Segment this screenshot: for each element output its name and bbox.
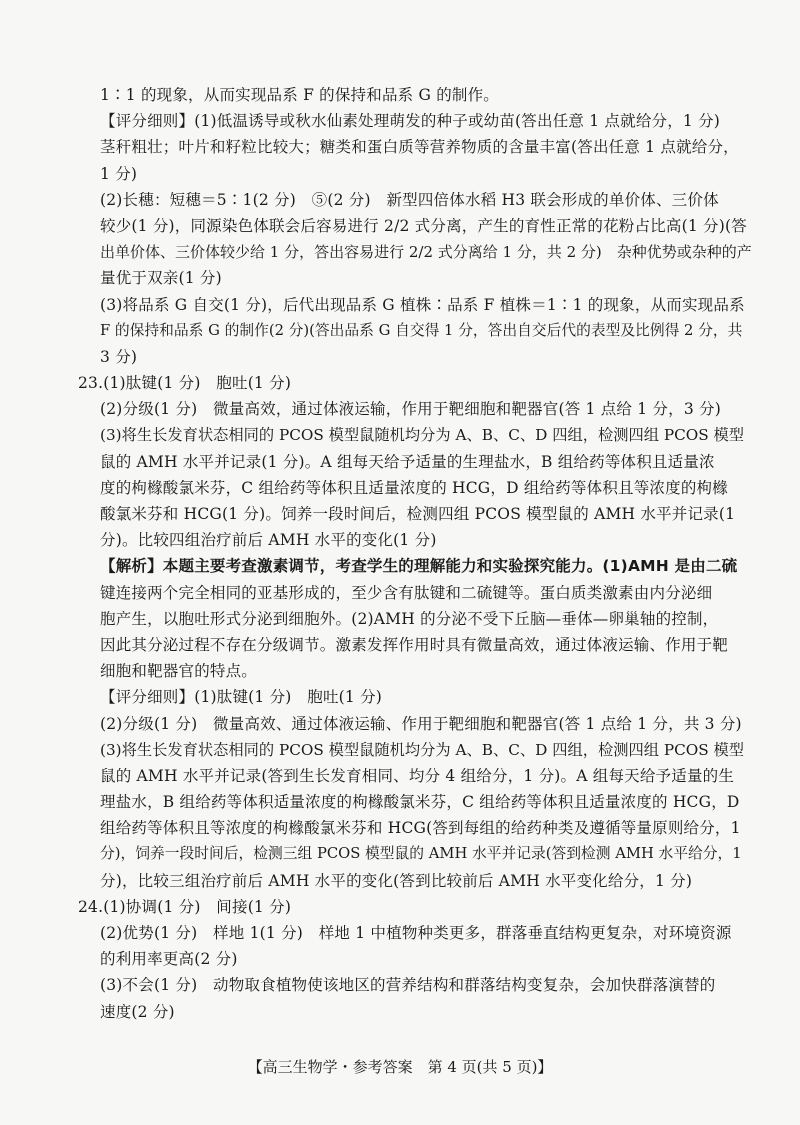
text-line: 键连接两个完全相同的亚基形成的，至少含有肽键和二硫键等。蛋白质类激素由内分泌细 [100,583,713,602]
text-line: 鼠的 AMH 水平并记录(答到生长发育相同、均分 4 组给分，1 分)。A 组每天给予适量的生 [100,766,735,785]
text-line: 3 分) [100,347,138,366]
text-line: 胞产生，以胞吐形式分泌到细胞外。(2)AMH 的分泌不受下丘脑—垂体—卵巢轴的控制， [100,609,719,628]
text-line: 1∶1 的现象，从而实现品系 F 的保持和品系 G 的制作。 [100,86,499,104]
analysis-heading-line: 【解析】本题主要考查激素调节，考查学生的理解能力和实验探究能力。(1)AMH 是由二硫 [100,557,738,576]
question-23-line: 23.(1)肽键(1 分) 胞吐(1 分) [78,374,292,393]
text-line: 量优于双亲(1 分) [100,269,222,288]
text-line: 理盐水，B 组给药等体积适量浓度的枸橼酸氯米芬，C 组给药等体积且适量浓度的 HCG，D [100,793,740,812]
text-line: 茎秆粗壮；叶片和籽粒比较大；糖类和蛋白质等营养物质的含量丰富(答出任意 1 点就给分， [100,138,739,157]
text-line: 度的枸橼酸氯米芬，C 组给药等体积且适量浓度的 HCG，D 组给药等体积且等浓度的枸橼 [100,478,728,497]
text-line: (3)将品系 G 自交(1 分)，后代出现品系 G 植株∶品系 F 植株＝1∶1 的现象，从而实现品系 [100,295,745,314]
grading-heading-line: 【评分细则】(1)低温诱导或秋水仙素处理萌发的种子或幼苗(答出任意 1 点就给分，1 分) [100,112,721,131]
text-line: (2)分级(1 分) 微量高效，通过体液运输，作用于靶细胞和靶器官(答 1 点给 1 分，3 分) [100,400,721,419]
text-line: 出单价体、三价体较少给 1 分，答出容易进行 2/2 式分离给 1 分，共 2 分) 杂种优势或杂种的产 [100,243,752,262]
text-line: 1 分) [100,164,138,183]
text-line: 分)，饲养一段时间后，检测三组 PCOS 模型鼠的 AMH 水平并记录(答到检测 AMH 水平给分，1 [100,845,742,863]
text-line: (2)长穗：短穗＝5∶1(2 分) ⑤(2 分) 新型四倍体水稻 H3 联会形成的单价体、三价体 [100,190,719,209]
question-24-line: 24.(1)协调(1 分) 间接(1 分) [78,897,292,916]
text-line: 组给药等体积且等浓度的枸橼酸氯米芬和 HCG(答到每组的给药种类及遵循等量原则给分，1 [100,819,741,838]
text-line: 分)。比较四组治疗前后 AMH 水平的变化(1 分) [100,531,437,550]
text-line: 速度(2 分) [100,1002,175,1021]
text-line: (2)分级(1 分) 微量高效、通过体液运输、作用于靶细胞和靶器官(答 1 点给 1 分，共 3 分) [100,714,742,733]
text-line: 较少(1 分)，同源染色体联会后容易进行 2/2 式分离，产生的育性正常的花粉占比高(1 分)(答 [100,216,747,235]
text-line: 细胞和靶器官的特点。 [100,662,258,681]
text-line: (3)将生长发育状态相同的 PCOS 模型鼠随机均分为 A、B、C、D 四组，检测四组 PCOS 模型 [100,426,745,445]
text-line: 分)，比较三组治疗前后 AMH 水平的变化(答到比较前后 AMH 水平变化给分，1 分) [100,871,693,890]
text-line: (3)不会(1 分) 动物取食植物使该地区的营养结构和群落结构变复杂，会加快群落演替的 [100,976,716,995]
text-line: 因此其分泌过程不存在分级调节。激素发挥作用时具有微量高效，通过体液运输、作用于靶 [100,635,729,654]
page-footer: 【高三生物学・参考答案 第 4 页(共 5 页)】 [247,1058,553,1076]
text-line: (3)将生长发育状态相同的 PCOS 模型鼠随机均分为 A、B、C、D 四组，检测四组 PCOS 模型 [100,740,745,759]
text-line: 酸氯米芬和 HCG(1 分)。饲养一段时间后，检测四组 PCOS 模型鼠的 AMH 水平并记录(1 [100,505,736,523]
grading-heading-line: 【评分细则】(1)肽键(1 分) 胞吐(1 分) [100,688,383,707]
text-line: 的利用率更高(2 分) [100,950,238,969]
text-line: (2)优势(1 分) 样地 1(1 分) 样地 1 中植物种类更多，群落垂直结构更复杂，对环境资源 [100,924,732,942]
text-line: F 的保持和品系 G 的制作(2 分)(答出品系 G 自交得 1 分，答出自交后代的表型及比例得 2 分，共 [100,321,743,339]
text-line: 鼠的 AMH 水平并记录(1 分)。A 组每天给予适量的生理盐水，B 组给药等体积且适量浓 [100,452,715,471]
